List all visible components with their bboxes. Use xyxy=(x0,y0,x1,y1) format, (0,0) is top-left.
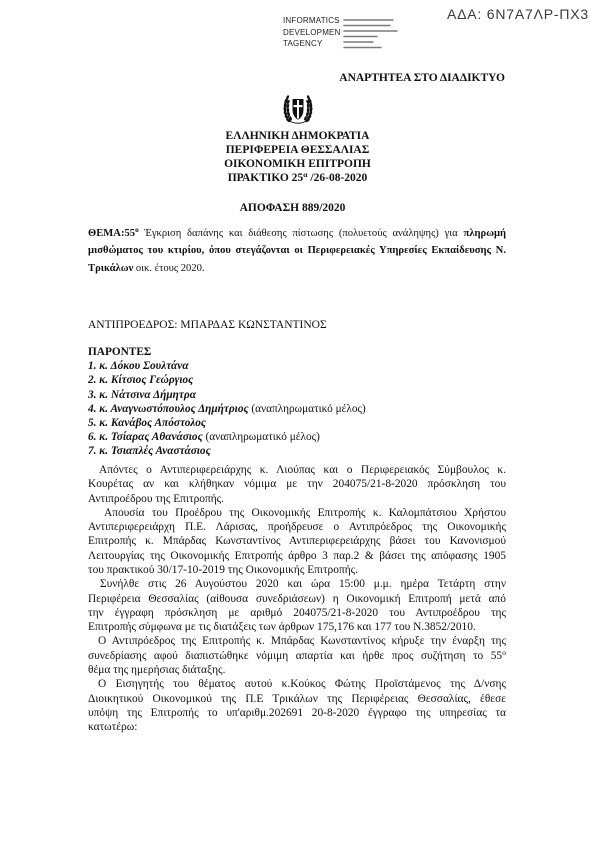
minutes-body xyxy=(88,463,506,734)
minutes-ordinal: α xyxy=(303,170,308,180)
subject-line xyxy=(88,260,506,278)
subject-line xyxy=(88,225,506,243)
stamp-line: DEVELOPMEN xyxy=(283,27,341,37)
body-line: Κουρέτας αν και κλήθηκαν νόμιμα με την 204075/21-8-2020 πρόσκληση του xyxy=(88,478,506,491)
body-line: θέμα της ημερήσιας διάταξης. xyxy=(88,663,226,676)
laurel-wreath-left xyxy=(283,95,292,123)
present-members xyxy=(88,345,506,459)
body-line: Επιτροπής σύμφωνα με τις διατάξεις των άρθρων 175,176 και 177 του Ν.3852/2010. xyxy=(88,621,476,634)
title-block xyxy=(0,129,595,185)
wreath-ribbon xyxy=(292,122,305,123)
item-ordinal: ο xyxy=(502,647,506,657)
title-line-region: ΠΕΡΙΦΕΡΕΙΑ ΘΕΣΣΑΛΙΑΣ xyxy=(225,144,370,156)
cross-vertical xyxy=(297,100,299,119)
body-line: Ο Αντιπρόεδρος της Επιτροπής κ. Μπάρδας Κωνσταντίνος κήρυξε την έναρξη της xyxy=(98,635,506,648)
digital-signature-stamp xyxy=(283,15,403,55)
title-line-country: ΕΛΛΗΝΙΚΗ ΔΗΜΟΚΡΑΤΙΑ xyxy=(225,130,370,142)
greek-coat-of-arms-icon xyxy=(282,91,314,125)
minutes-line xyxy=(0,171,595,185)
member-name: 2. κ. Κίτσιος Γεώργιος xyxy=(88,374,194,387)
stamp-microtext xyxy=(343,17,399,53)
subject-line: μισθώματος του κτιρίου, όπου στεγάζονται οι Περιφερειακές Υπηρεσίες Εκπαίδευσης Ν. xyxy=(88,245,506,256)
laurel-wreath-right xyxy=(304,95,313,123)
body-line: την έγγραφη πρόσκληση με αριθμό 204075/21-8-2020 του Αντιπροέδρου της xyxy=(88,606,506,619)
present-member xyxy=(88,402,506,416)
body-line: Απόντες ο Αντιπεριφερειάρχης κ. Λιούπας και ο Περιφερειακός Σύμβουλος κ. xyxy=(99,464,506,476)
body-line: Απουσία του Προέδρου της Οικονομικής Επιτροπής κ. Καλομπάτσιου Χρήστου xyxy=(104,506,506,519)
subject-ordinal: ο xyxy=(135,226,139,235)
title-line-committee: ΟΙΚΟΝΟΜΙΚΗ ΕΠΙΤΡΟΠΗ xyxy=(224,158,371,170)
body-line: Περιφέρεια Θεσσαλίας (αίθουσα συνεδριάσεων) η Οικονομική Επιτροπή μετά από xyxy=(88,592,506,605)
subject-text: οικ. έτους 2020. xyxy=(135,262,205,274)
subject-block xyxy=(88,225,506,278)
cross-horizontal xyxy=(294,105,303,107)
decision-number: ΑΠΟΦΑΣΗ 889/2020 xyxy=(239,202,346,214)
member-name: 7. κ. Τσιαπλές Αναστάσιος xyxy=(88,445,211,458)
ada-code: ΑΔΑ: 6Ν7Α7ΛΡ-ΠΧ3 xyxy=(447,6,589,22)
body-line: του πρακτικού 30/17-10-2019 της Οικονομικής Επιτροπής. xyxy=(88,563,359,576)
body-line: Αντιπροέδρου της Επιτροπής. xyxy=(88,492,225,505)
minutes-date: /26-08-2020 xyxy=(310,172,368,184)
body-line: Ο Εισηγητής του θέματος αυτού κ.Κούκος Φώτης Προϊστάμενος της Δ/νσης xyxy=(98,678,506,691)
body-line: κατωτέρω: xyxy=(88,721,138,734)
body-line: Διοικητικού Οικονομικού της Π.Ε Τρικάλων της Περιφέρειας Θεσσαλίας, έθεσε xyxy=(88,692,506,705)
member-name: 1. κ. Δόκου Σουλτάνα xyxy=(88,360,189,373)
member-name: 6. κ. Τσίαρας Αθανάσιος xyxy=(88,431,203,444)
present-member xyxy=(88,359,506,373)
present-member xyxy=(88,416,506,430)
body-line: Λειτουργίας της Οικονομικής Επιτροπής άρθρο 3 παρ.2 & βάσει της απόφασης 1905 xyxy=(88,549,506,562)
member-note: (αναπληρωματικό μέλος) xyxy=(205,431,320,444)
present-member xyxy=(88,388,506,402)
publish-notice: ΑΝΑΡΤΗΤΕΑ ΣΤΟ ΔΙΑΔΙΚΤΥΟ xyxy=(339,72,505,84)
body-line: υπόψη της Επιτροπής το υπ'αριθμ.202691 20-8-2020 έγγραφο της υπηρεσίας τα xyxy=(88,706,506,719)
present-member xyxy=(88,444,506,458)
body-line: Αντιπεριφερειάρχη Π.Ε. Λάρισας, προήδρευσε ο Αντιπρόεδρος της Οικονομικής xyxy=(88,521,506,534)
subject-bold-text: Τρικάλων xyxy=(88,262,134,274)
body-line: Επιτροπής κ. Μπάρδας Κωνσταντίνος Αντιπεριφερειάρχης βάσει του Κανονισμού xyxy=(88,535,506,548)
subject-text: Έγκριση δαπάνης και διάθεσης πίστωσης (πολυετούς ανάληψης) για xyxy=(144,227,458,239)
subject-bold-text: πληρωμή xyxy=(463,227,506,239)
body-line-text: συνεδρίασης αφού διαπιστώθηκε νόμιμη απαρτία και ήρθε προς συζήτηση το 55 xyxy=(88,649,503,662)
minutes-number: ΠΡΑΚΤΙΚΟ 25 xyxy=(227,172,304,184)
member-name: 3. κ. Νάτσινα Δήμητρα xyxy=(88,388,196,401)
body-line xyxy=(88,649,506,663)
member-name: 5. κ. Κανάβος Απόστολος xyxy=(88,417,206,430)
subject-label: ΘΕΜΑ:55 xyxy=(88,227,136,239)
vice-chair: ΑΝΤΙΠΡΟΕΔΡΟΣ: ΜΠΑΡΔΑΣ ΚΩΝΣΤΑΝΤΙΝΟΣ xyxy=(88,319,327,331)
member-name: 4. κ. Αναγνωστόπουλος Δημήτριος xyxy=(88,402,249,415)
present-heading: ΠΑΡΟΝΤΕΣ xyxy=(88,346,152,358)
member-note: (αναπληρωματικό μέλος) xyxy=(251,402,366,415)
body-line: Συνήλθε στις 26 Αυγούστου 2020 και ώρα 15:00 μ.μ. ημέρα Τετάρτη στην xyxy=(100,578,506,591)
present-member xyxy=(88,373,506,387)
stamp-line: TAGENCY xyxy=(283,39,323,48)
present-member xyxy=(88,430,506,444)
stamp-line: INFORMATICS xyxy=(283,16,340,25)
